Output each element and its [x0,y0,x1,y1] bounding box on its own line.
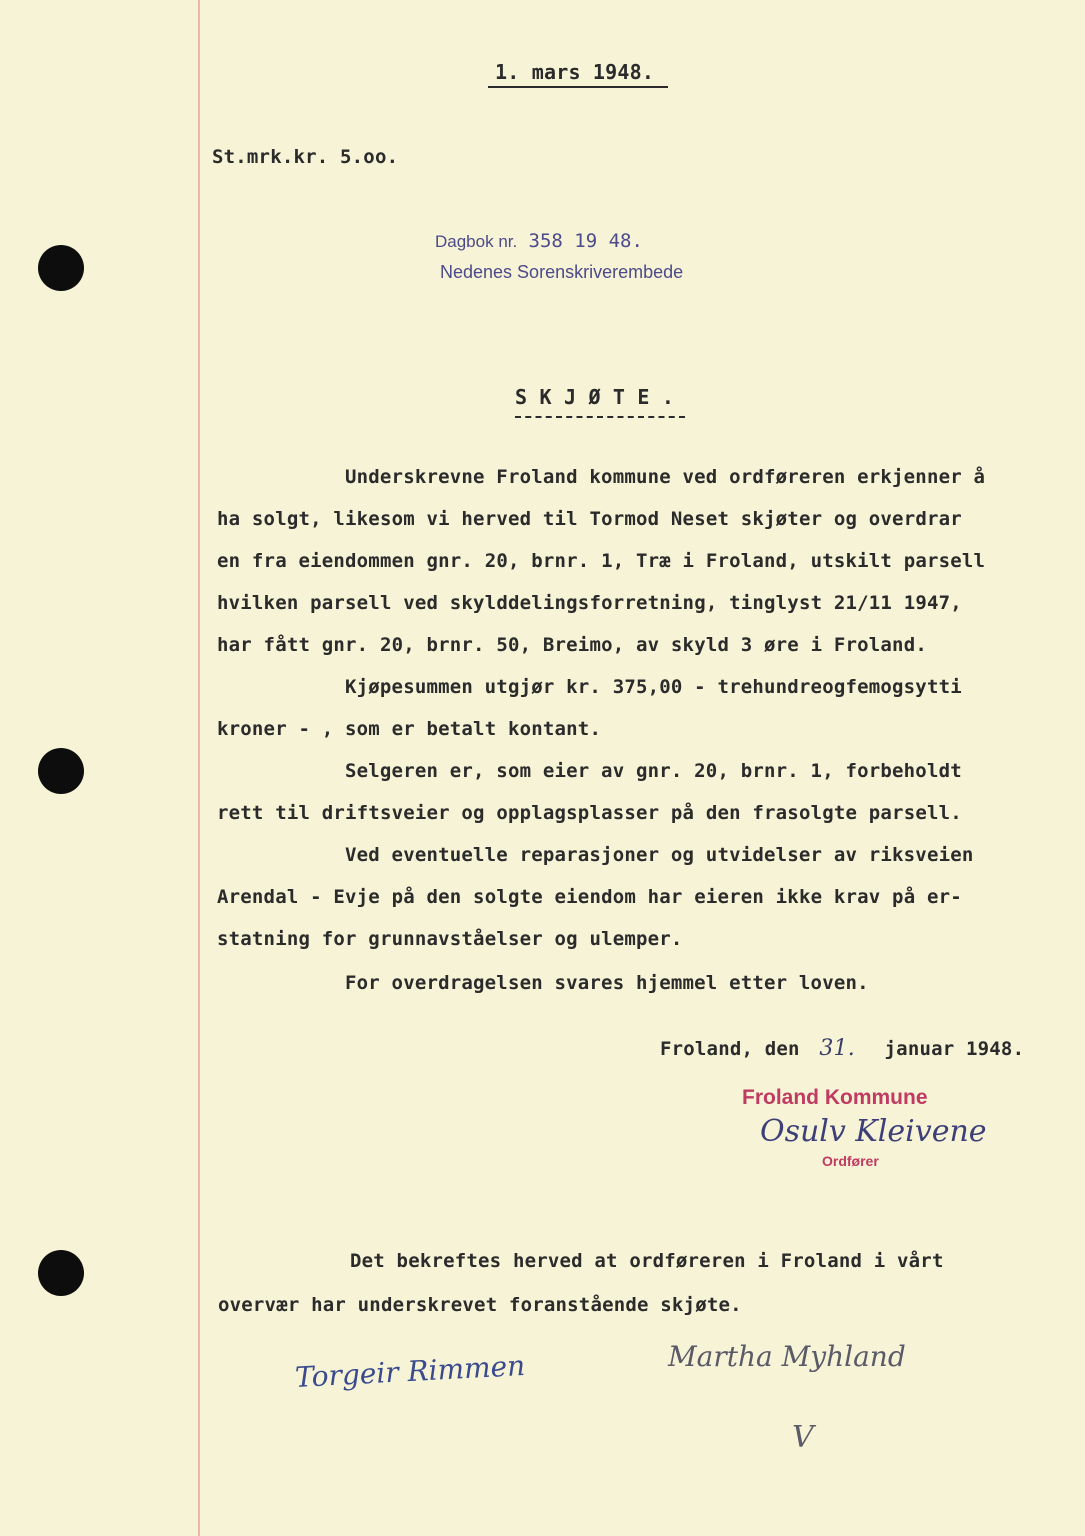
witness-signature-left: Torgeir Rimmen [294,1348,526,1395]
place-date-day: 31. [819,1036,855,1061]
place-date [660,1036,1024,1061]
document-title: S K J Ø T E . [515,385,675,409]
confirmation-line-2: overvær har underskrevet foranstående skjøte. [218,1294,742,1316]
body-line-5: har fått gnr. 20, brnr. 50, Breimo, av skyld 3 øre i Froland. [217,634,927,656]
municipality-stamp-name: Froland Kommune [742,1086,928,1109]
punch-hole [38,1250,84,1296]
margin-rule [198,0,200,1536]
punch-hole [38,748,84,794]
body-line-1: Underskrevne Froland kommune ved ordføreren erkjenner å [345,466,986,488]
body-line-10: Ved eventuelle reparasjoner og utvidelser av riksveien [345,844,974,866]
registry-stamp-line2: Nedenes Sorenskriverembede [440,262,684,282]
confirmation-line-1: Det bekreftes herved at ordføreren i Froland i vårt [350,1250,944,1272]
stamp-duty: St.mrk.kr. 5.oo. [212,146,399,168]
body-line-13: For overdragelsen svares hjemmel etter loven. [345,972,869,994]
witness-signature-right: Martha Myhland [668,1340,906,1373]
punch-hole [38,245,84,291]
place-date-suffix: januar 1948. [884,1038,1025,1060]
body-line-4: hvilken parsell ved skylddelingsforretning, tinglyst 21/11 1947, [217,592,962,614]
mayor-signature: Osulv Kleivene [760,1114,987,1149]
pencil-mark: V [792,1420,814,1455]
municipality-stamp-title: Ordfører [822,1153,879,1169]
place-date-prefix: Froland, den [660,1038,800,1060]
registry-stamp-line1 [435,230,643,253]
header-date: 1. mars 1948. [495,60,655,84]
body-line-12: statning for grunnavståelser og ulemper. [217,928,683,950]
header-date-underline [488,86,668,88]
registry-number: 358 19 48. [528,230,643,252]
body-line-2: ha solgt, likesom vi herved til Tormod Neset skjøter og overdrar [217,508,962,530]
registry-label: Dagbok nr. [435,232,518,251]
body-line-6: Kjøpesummen utgjør kr. 375,00 - trehundreogfemogsytti [345,676,962,698]
body-line-11: Arendal - Evje på den solgte eiendom har eieren ikke krav på er- [217,886,962,908]
title-underline [515,416,685,418]
body-line-9: rett til driftsveier og opplagsplasser på den frasolgte parsell. [217,802,962,824]
body-line-8: Selgeren er, som eier av gnr. 20, brnr. 1, forbeholdt [345,760,962,782]
body-line-7: kroner - , som er betalt kontant. [217,718,602,740]
body-line-3: en fra eiendommen gnr. 20, brnr. 1, Træ i Froland, utskilt parsell [217,550,986,572]
